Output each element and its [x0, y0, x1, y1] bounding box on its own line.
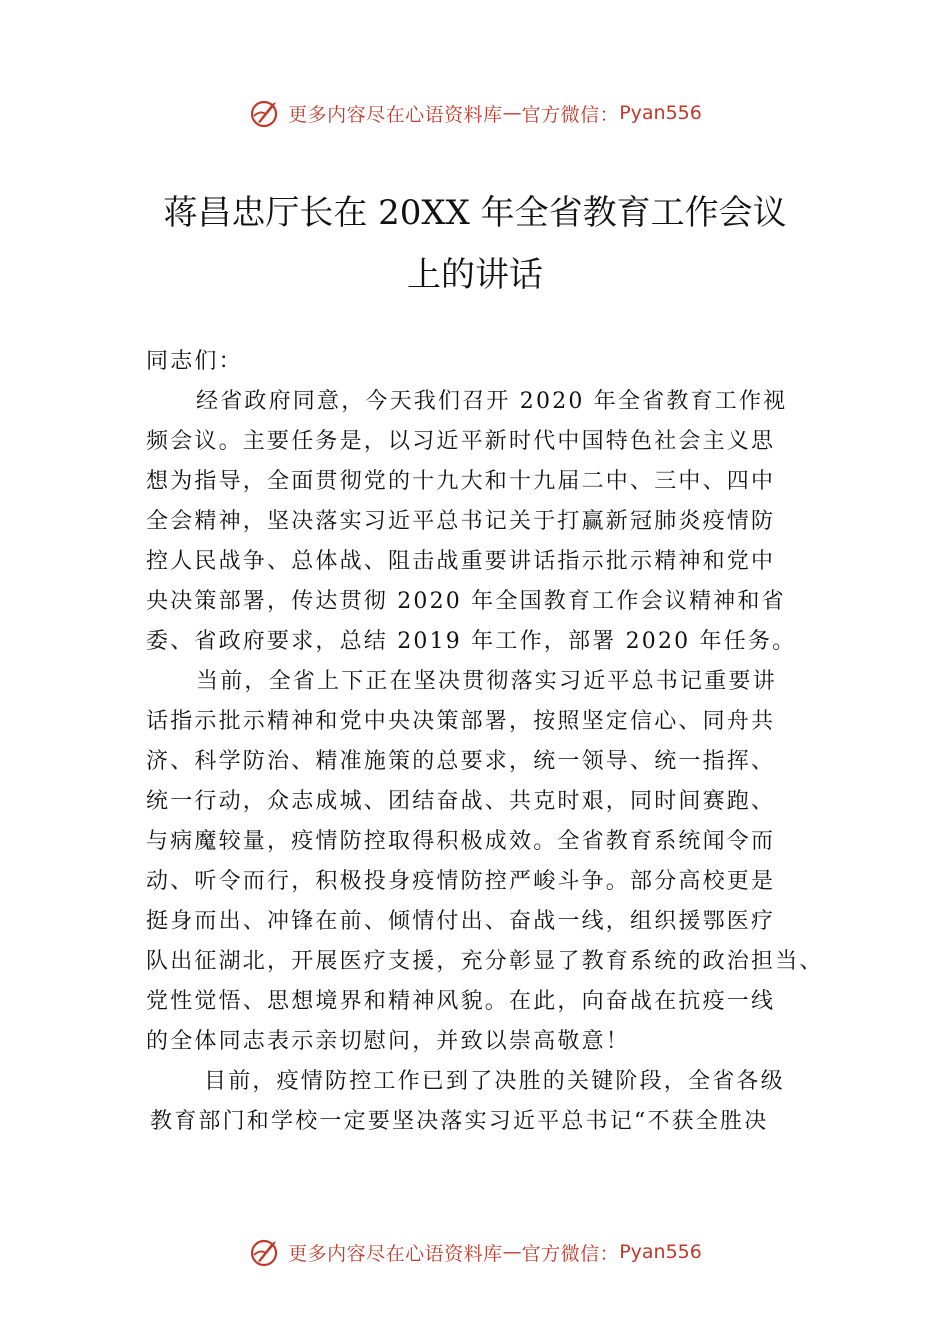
watermark-account: Pyan556 [619, 1241, 702, 1263]
watermark-label: 官方微信： [521, 103, 620, 126]
watermark-text: 更多内容尽在心语资料库 [288, 103, 503, 126]
document-body [146, 342, 836, 1142]
paragraph-line: 想为指导，全面贯彻党的十九大和十九届二中、三中、四中 [146, 469, 776, 494]
paragraph-line: 统一行动，众志成城、团结奋战、共克时艰，同时间赛跑、 [146, 789, 776, 814]
paragraph-line: 济、科学防治、精准施策的总要求，统一领导、统一指挥、 [146, 749, 776, 774]
footer-watermark [0, 1232, 950, 1272]
quill-logo-icon [248, 96, 282, 130]
paragraph-line: 当前，全省上下正在坚决贯彻落实习近平总书记重要讲 [196, 669, 777, 694]
document-title [120, 182, 830, 306]
header-watermark [0, 93, 950, 133]
title-line-2: 上的讲话 [407, 255, 543, 295]
paragraph-line: 动、听令而行，积极投身疫情防控严峻斗争。部分高校更是 [146, 869, 776, 894]
paragraph-line: 与病魔较量，疫情防控取得积极成效。全省教育系统闻令而 [146, 829, 776, 854]
quill-logo-icon [248, 1235, 282, 1269]
paragraph-line: 教育部门和学校一定要坚决落实习近平总书记“不获全胜决 [150, 1109, 769, 1134]
paragraph-line: 挺身而出、冲锋在前、倾情付出、奋战一线，组织援鄂医疗 [146, 909, 776, 934]
paragraph-line: 队出征湖北，开展医疗支援，充分彰显了教育系统的政治担当、 [146, 949, 824, 974]
watermark-text: 更多内容尽在心语资料库 [288, 1242, 503, 1265]
paragraph-line: 目前，疫情防控工作已到了决胜的关键阶段，全省各级 [204, 1069, 785, 1094]
watermark-label: 官方微信： [521, 1242, 620, 1265]
paragraph-line: 频会议。主要任务是，以习近平新时代中国特色社会主义思 [146, 429, 776, 454]
watermark-dash: — [502, 1241, 522, 1263]
watermark-dash: — [502, 102, 522, 124]
paragraph-line: 央决策部署，传达贯彻 2020 年全国教育工作会议精神和省 [146, 589, 786, 614]
salutation: 同志们： [146, 349, 243, 374]
title-line-1: 蒋昌忠厅长在 20XX 年全省教育工作会议 [163, 193, 787, 233]
paragraph-line: 控人民战争、总体战、阻击战重要讲话指示批示精神和党中 [146, 549, 776, 574]
paragraph-line: 党性觉悟、思想境界和精神风貌。在此，向奋战在抗疫一线 [146, 989, 776, 1014]
paragraph-line: 委、省政府要求，总结 2019 年工作，部署 2020 年任务。 [146, 629, 797, 654]
paragraph-line: 经省政府同意，今天我们召开 2020 年全省教育工作视 [196, 389, 788, 414]
paragraph-line: 全会精神，坚决落实习近平总书记关于打赢新冠肺炎疫情防 [146, 509, 776, 534]
paragraph-line: 的全体同志表示亲切慰问，并致以崇高敬意！ [146, 1029, 631, 1054]
paragraph-line: 话指示批示精神和党中央决策部署，按照坚定信心、同舟共 [146, 709, 776, 734]
watermark-account: Pyan556 [619, 102, 702, 124]
